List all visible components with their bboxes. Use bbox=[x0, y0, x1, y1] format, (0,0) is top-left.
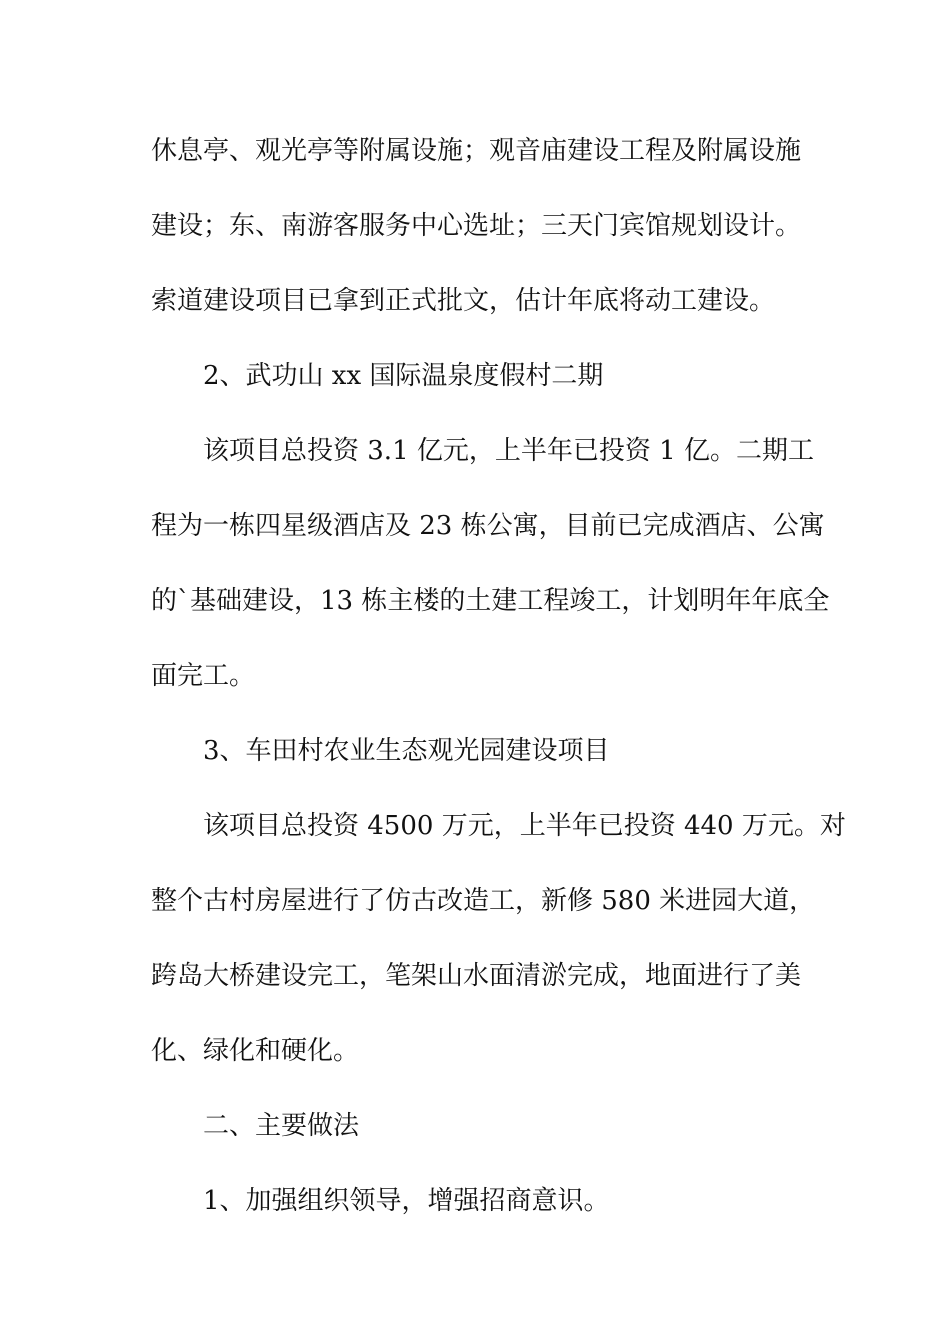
body-text-line: 该项目总投资 4500 万元，上半年已投资 440 万元。对 bbox=[203, 811, 846, 841]
body-text-line: 索道建设项目已拿到正式批文，估计年底将动工建设。 bbox=[151, 286, 776, 316]
subsection-heading: 1、加强组织领导，增强招商意识。 bbox=[203, 1186, 610, 1216]
body-text-line: 程为一栋四星级酒店及 23 栋公寓，目前已完成酒店、公寓 bbox=[151, 511, 825, 541]
body-text-line: 整个古村房屋进行了仿古改造工，新修 580 米进园大道， bbox=[151, 886, 816, 916]
body-text-line: 化、绿化和硬化。 bbox=[151, 1036, 360, 1066]
body-text-line: 该项目总投资 3.1 亿元，上半年已投资 1 亿。二期工 bbox=[203, 436, 814, 466]
body-text-line: 休息亭、观光亭等附属设施；观音庙建设工程及附属设施 bbox=[151, 136, 802, 166]
body-text-line: 面完工。 bbox=[151, 661, 256, 691]
body-text-line: 建设；东、南游客服务中心选址；三天门宾馆规划设计。 bbox=[151, 211, 802, 241]
section-heading: 2、武功山 xx 国际温泉度假村二期 bbox=[203, 361, 604, 391]
section-heading: 二、主要做法 bbox=[203, 1111, 360, 1141]
section-heading: 3、车田村农业生态观光园建设项目 bbox=[203, 736, 610, 766]
body-text-line: 跨岛大桥建设完工，笔架山水面清淤完成，地面进行了美 bbox=[151, 961, 802, 991]
body-text-line: 的`基础建设，13 栋主楼的土建工程竣工，计划明年年底全 bbox=[151, 586, 830, 616]
